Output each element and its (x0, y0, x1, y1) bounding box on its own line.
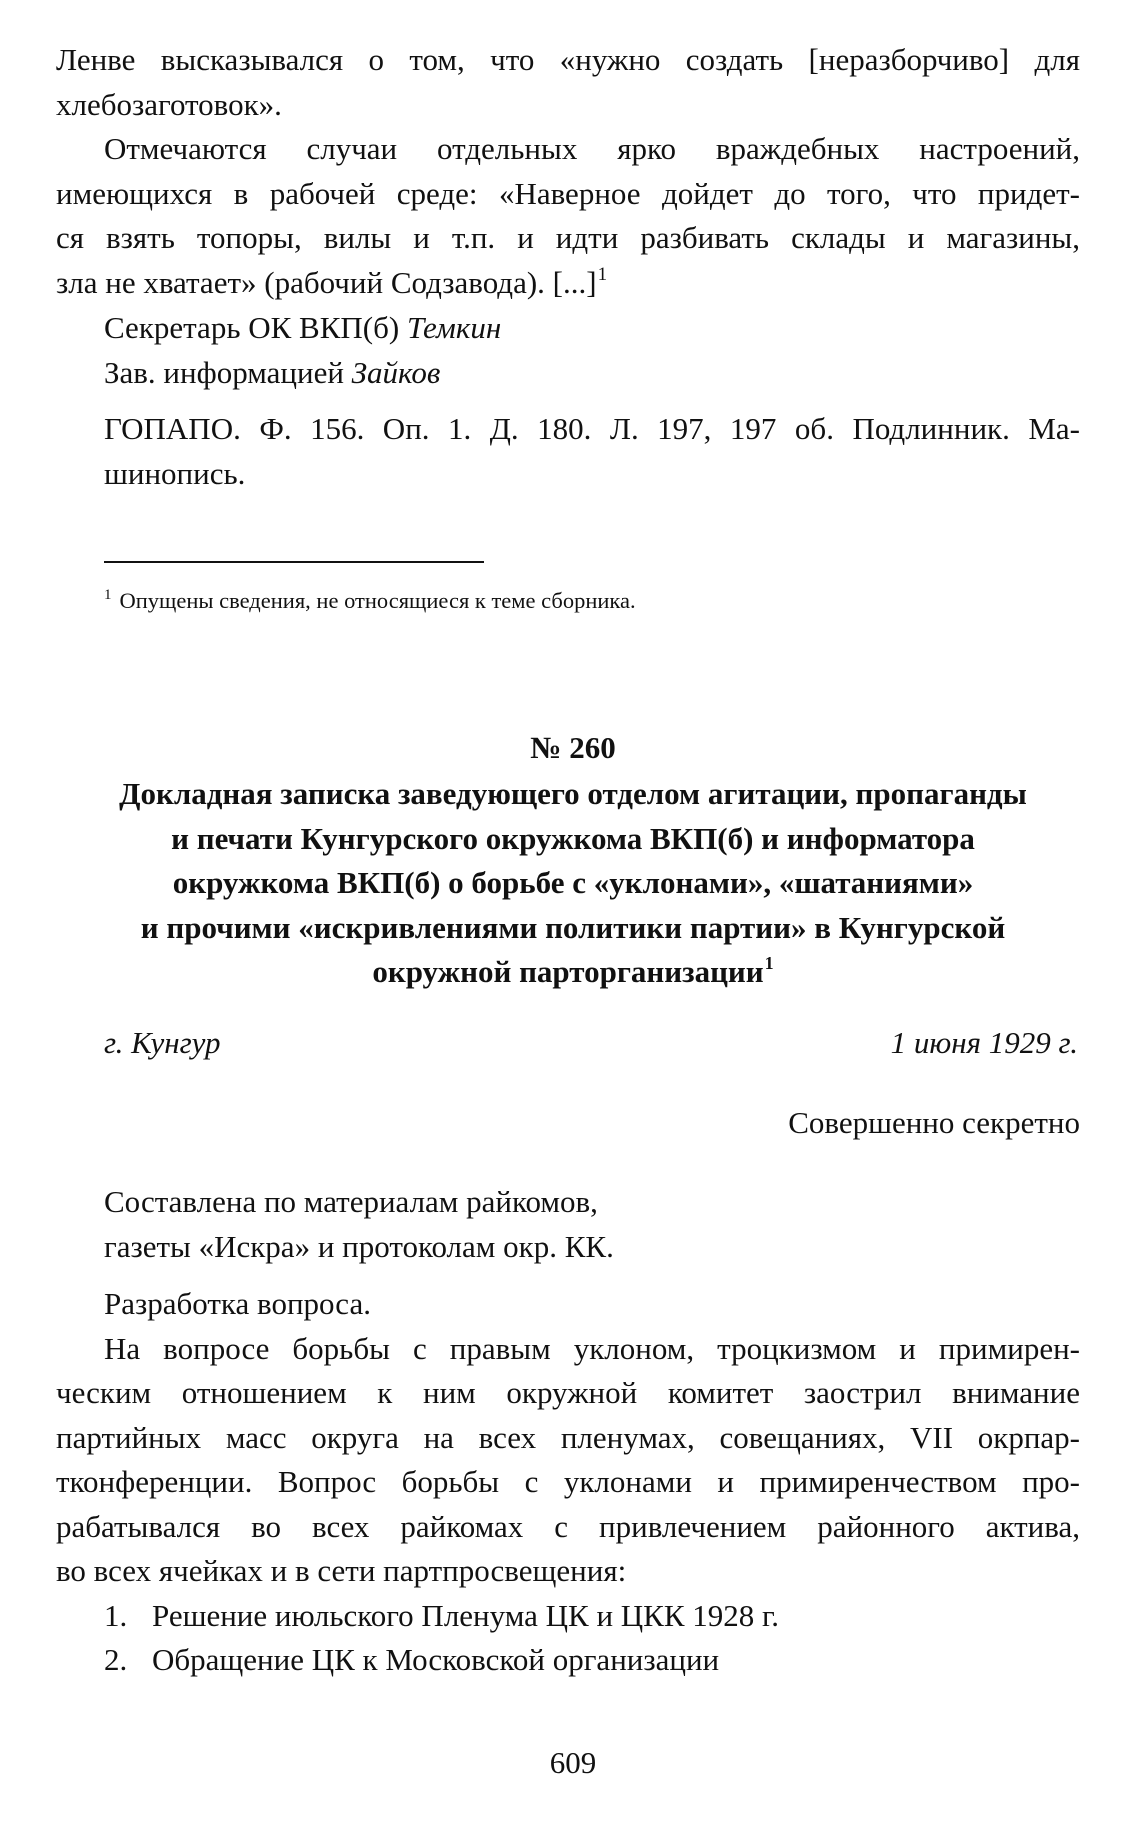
text-line: На вопросе борьбы с правым уклоном, троцкизмом и примирен- (104, 1330, 1080, 1366)
title-line (56, 950, 1090, 999)
signature-name: Зайков (351, 354, 441, 390)
footnote-text: Опущены сведения, не относящиеся к теме сборника. (119, 588, 636, 613)
text-line: шинопись. (104, 455, 246, 491)
document-title (56, 772, 1090, 999)
text-line: ГОПАПО. Ф. 156. Оп. 1. Д. 180. Л. 197, 197 об. Подлинник. Ма- (104, 411, 1080, 446)
compiled-from-note (56, 1180, 1080, 1269)
text-line: ся взять топоры, вилы и т.п. и идти разбивать склады и магазины, (56, 220, 1080, 255)
classification-stamp: Совершенно секретно (788, 1105, 1080, 1140)
text-line: Отмечаются случаи отдельных ярко враждебных настроений, (104, 131, 1080, 166)
signature-line (56, 306, 1080, 351)
page-number: 609 (549, 1745, 597, 1780)
list-item-number: 1. (104, 1597, 128, 1633)
footnote-divider (104, 561, 484, 563)
signature-line (56, 351, 1080, 396)
document-number: № 260 (530, 730, 616, 765)
signature-role: Секретарь ОК ВКП(б) (104, 310, 400, 345)
text-line: рабатывался во всех райкомах с привлечением районного актива, (56, 1508, 1080, 1544)
text-line: Ленве высказывался о том, что «нужно создать [неразборчиво] для (56, 42, 1080, 77)
text-line: ческим отношением к ним окружной комитет заострил внимание (56, 1375, 1080, 1410)
footnote-reference: 1 (597, 263, 608, 285)
text-line: Составлена по материалам райкомов, (104, 1184, 598, 1219)
text-line: партийных масс округа на всех пленумах, совещаниях, VII окрпар- (56, 1419, 1080, 1455)
footnote (104, 586, 636, 619)
document-date: 1 июня 1929 г. (890, 1025, 1078, 1060)
list-item-text: Решение июльского Пленума ЦК и ЦКК 1928 г. (152, 1597, 780, 1633)
text-line: во всех ячейках и в сети партпросвещения: (56, 1553, 627, 1588)
text-line: газеты «Искра» и протоколам окр. КК. (104, 1228, 614, 1264)
title-line-content: окружной парторганизации (372, 954, 764, 989)
section-heading: Разработка вопроса. (104, 1286, 371, 1321)
signature-role: Зав. информацией (104, 354, 344, 390)
list-item (56, 1594, 1080, 1639)
text-line-content: зла не хватает» (рабочий Содзавода). [...] (56, 264, 597, 300)
signatures (56, 306, 1080, 395)
footnote-marker: 1 (104, 587, 112, 603)
top-paragraph (56, 38, 1080, 127)
archive-reference (56, 407, 1080, 496)
document-place: г. Кунгур (104, 1025, 221, 1060)
list-item-number: 2. (104, 1642, 128, 1677)
text-line: имеющихся в рабочей среде: «Наверное дойдет до того, что придет- (56, 175, 1080, 211)
list-item-text: Обращение ЦК к Московской организации (152, 1642, 720, 1677)
title-line: и печати Кунгурского окружкома ВКП(б) и информатора (171, 820, 975, 856)
list-item (56, 1638, 1080, 1683)
text-line: тконференции. Вопрос борьбы с уклонами и примиренчеством про- (56, 1464, 1080, 1499)
title-line: и прочими «искривлениями политики партии» в Кунгурской (140, 909, 1006, 945)
title-line: окружкома ВКП(б) о борьбе с «уклонами», «шатаниями» (172, 865, 974, 900)
document-body (56, 1282, 1080, 1683)
text-line: хлебозаготовок». (56, 86, 282, 122)
second-paragraph (56, 127, 1080, 305)
footnote-reference: 1 (764, 953, 774, 973)
title-line: Докладная записка заведующего отделом агитации, пропаганды (119, 776, 1027, 811)
signature-name: Темкин (406, 310, 502, 345)
text-line (56, 261, 1080, 306)
